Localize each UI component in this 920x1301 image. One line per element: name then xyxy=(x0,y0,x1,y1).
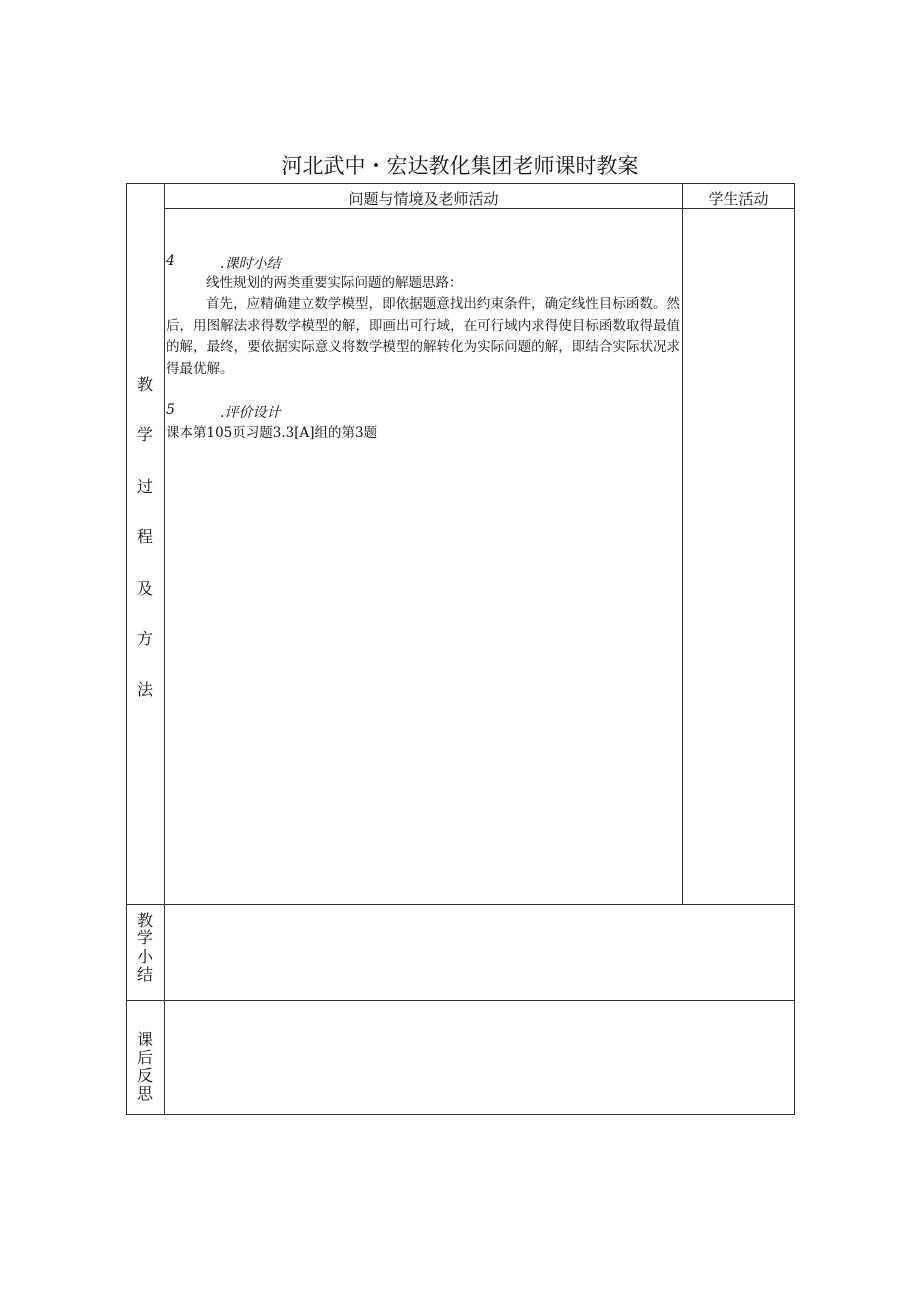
summary-label-char: 小 xyxy=(136,947,153,966)
section-number: 4 xyxy=(166,253,175,269)
reflection-label-char: 课 xyxy=(136,1030,153,1049)
process-label-char: 学 xyxy=(136,425,153,444)
table-right-border xyxy=(794,183,795,1115)
process-label-char: 程 xyxy=(136,527,153,546)
section-number: 5 xyxy=(166,402,175,418)
section-line: 课本第105页习题3.3[A]组的第3题 xyxy=(166,425,378,441)
reflection-label-char: 反 xyxy=(136,1066,153,1085)
student-column-border xyxy=(682,183,683,905)
process-label-char: 方 xyxy=(136,629,153,648)
reflection-label-char: 思 xyxy=(136,1084,153,1103)
reflection-label-char: 后 xyxy=(136,1048,153,1067)
page-title: 河北武中・宏达教化集团老师课时教案 xyxy=(281,154,639,178)
section-title: .评价设计 xyxy=(220,405,281,421)
process-bottom-border xyxy=(126,904,795,905)
header-student-activity: 学生活动 xyxy=(708,190,769,208)
summary-label-char: 教 xyxy=(136,911,153,930)
section-paragraph: 首先，应精确建立数学模型，即依据题意找出约束条件，确定线性目标函数。然后，用图解法求得数学模型的解，即画出可行域，在可行域内求得使目标函数取得最值的解，最终，要依据实际意义将数学模型的解转化为实际问题的解，即结合实际状况求得最优解。 xyxy=(166,296,680,377)
summary-label-char: 结 xyxy=(136,965,153,984)
process-label-char: 过 xyxy=(136,477,153,496)
process-label-char: 法 xyxy=(136,680,153,699)
label-column-border xyxy=(164,183,165,1115)
process-label-char: 教 xyxy=(136,375,153,394)
section-title: .课时小结 xyxy=(220,256,281,272)
section-line: 线性规划的两类重要实际问题的解题思路： xyxy=(206,275,463,291)
table-top-border xyxy=(126,183,795,184)
process-label-char: 及 xyxy=(136,579,153,598)
summary-bottom-border xyxy=(126,1000,795,1001)
table-bottom-border xyxy=(126,1114,795,1115)
summary-label-char: 学 xyxy=(136,928,153,947)
header-main-activity: 问题与情境及老师活动 xyxy=(348,190,499,208)
